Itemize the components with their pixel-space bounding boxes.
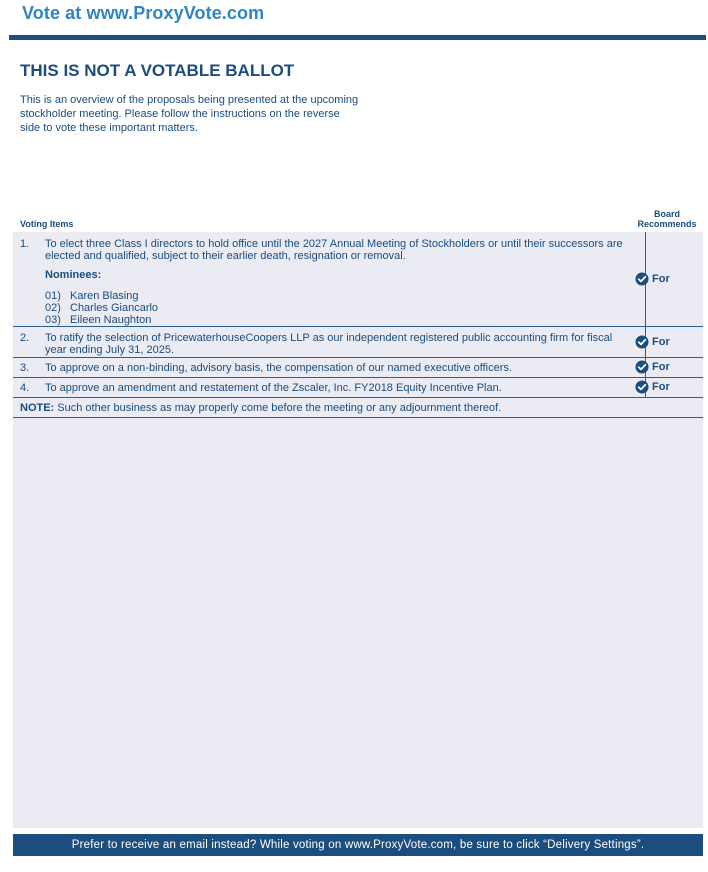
nominee-number: 01) xyxy=(45,290,61,302)
board-recommendation xyxy=(635,272,670,286)
nominee-number: 02) xyxy=(45,302,61,314)
recommendation-label: For xyxy=(652,336,670,348)
proposal-text: To approve on a non-binding, advisory basis, the compensation of our named executive officers. xyxy=(45,362,512,374)
check-circle-icon xyxy=(635,335,649,349)
board-recommendation xyxy=(635,335,670,349)
nominee-name: Karen Blasing xyxy=(70,290,139,302)
intro-text: This is an overview of the proposals being presented at the upcoming stockholder meeting. Please follow the instructions on the reverse side to vote these important matters. xyxy=(20,94,359,134)
board-recommendation xyxy=(635,380,670,394)
check-circle-icon xyxy=(635,272,649,286)
nominees-label: Nominees: xyxy=(45,269,102,281)
proposal-row-2 xyxy=(13,327,703,358)
proposal-number: 2. xyxy=(20,332,30,344)
proposal-text: To ratify the selection of PricewaterhouseCoopers LLP as our independent registered public accounting firm for fiscal year ending July 31, 2025. xyxy=(45,332,613,356)
proposal-text: To elect three Class I directors to hold office until the 2027 Annual Meeting of Stockholders or until their successors are elected and qualified, subject to their earlier death, resignation or removal. xyxy=(45,238,623,262)
page-title: THIS IS NOT A VOTABLE BALLOT xyxy=(20,61,295,80)
check-circle-icon xyxy=(635,360,649,374)
check-circle-icon xyxy=(635,380,649,394)
board-recommendation xyxy=(635,360,670,374)
proposal-number: 1. xyxy=(20,238,30,250)
proposal-row-3 xyxy=(13,358,703,378)
recommendation-label: For xyxy=(652,361,670,373)
nominee-item xyxy=(45,290,139,302)
nominee-number: 03) xyxy=(45,314,61,326)
proposal-number: 3. xyxy=(20,362,30,374)
note-text xyxy=(20,402,501,414)
footer-banner xyxy=(13,834,703,856)
nominee-name: Charles Giancarlo xyxy=(70,302,159,314)
note-row xyxy=(13,398,703,418)
proposal-number: 4. xyxy=(20,382,30,394)
proposal-row-1 xyxy=(13,232,703,327)
vote-link[interactable]: Vote at www.ProxyVote.com xyxy=(22,3,265,23)
board-recommends-header xyxy=(630,209,704,229)
header-rule xyxy=(9,35,706,40)
note-body: Such other business as may properly come before the meeting or any adjournment thereof. xyxy=(57,402,502,414)
recommendation-label: For xyxy=(652,273,670,285)
board-header-line2: Recommends xyxy=(637,219,697,229)
nominee-name: Eileen Naughton xyxy=(70,314,152,326)
board-header-line1: Board xyxy=(653,209,680,219)
voting-items-header: Voting Items xyxy=(20,219,74,229)
note-label: NOTE: xyxy=(20,402,55,414)
nominee-item xyxy=(45,314,151,326)
recommendation-label: For xyxy=(652,381,670,393)
footer-text: Prefer to receive an email instead? While voting on www.ProxyVote.com, be sure to click “Delivery Settings”. xyxy=(71,839,645,851)
proposal-row-4 xyxy=(13,378,703,398)
nominee-item xyxy=(45,302,158,314)
proposal-text: To approve an amendment and restatement of the Zscaler, Inc. FY2018 Equity Incentive Plan. xyxy=(45,382,502,394)
